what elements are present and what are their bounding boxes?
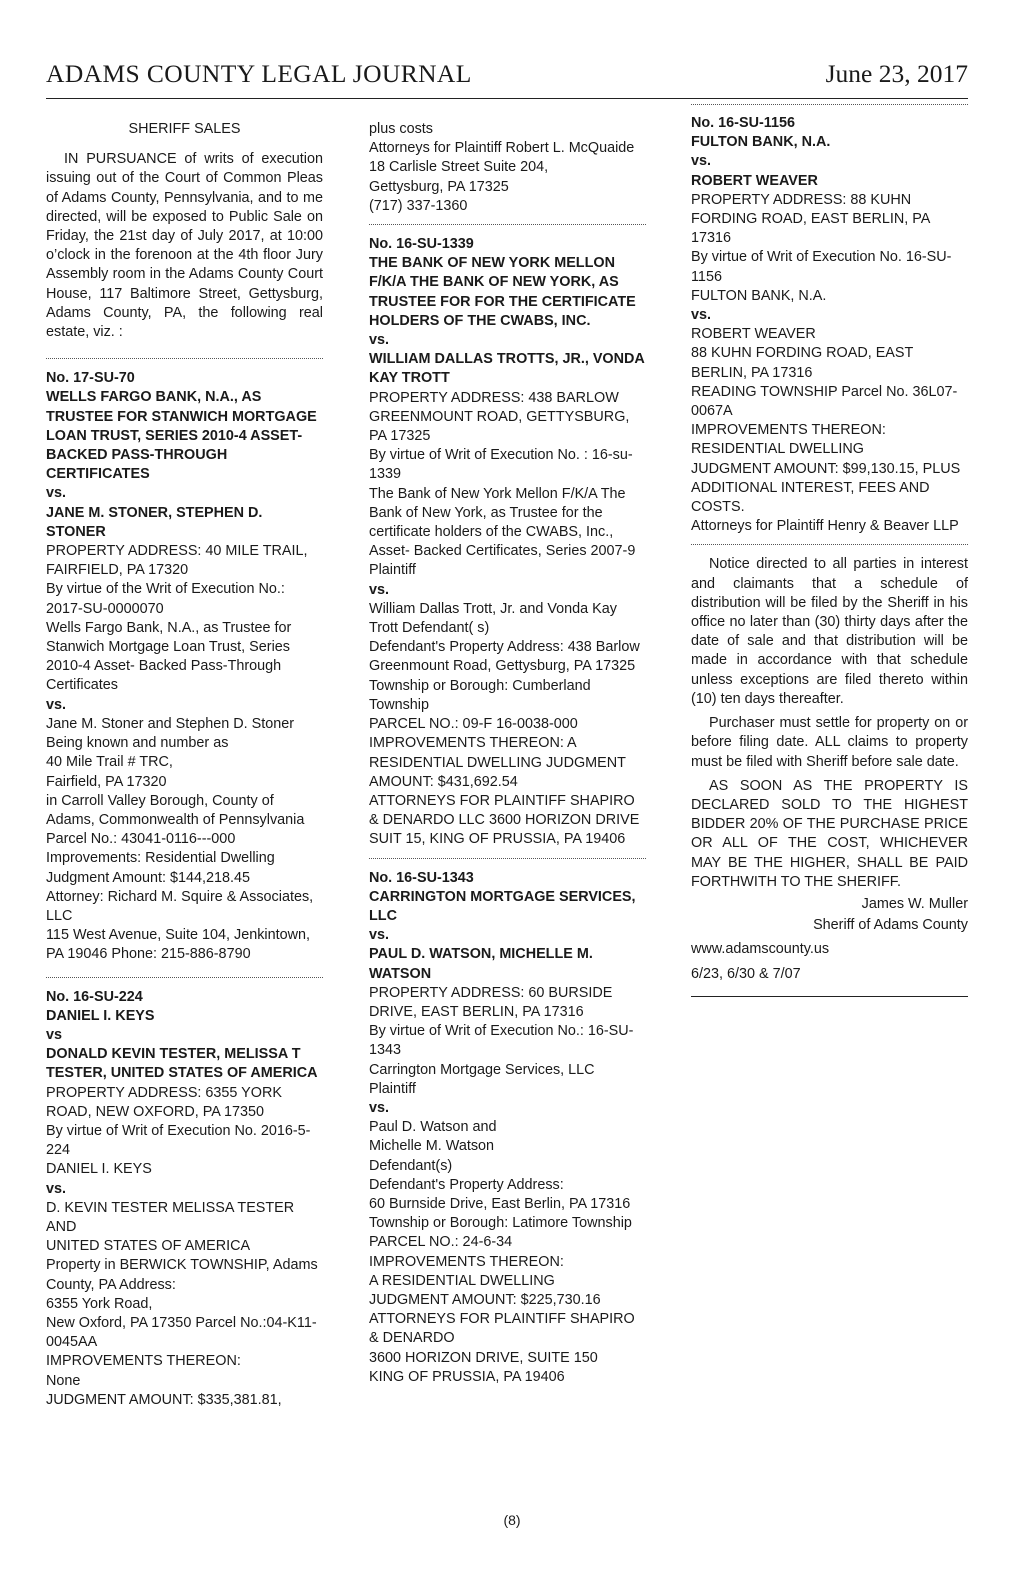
defendant-address: 60 Burnside Drive, East Berlin, PA 17316 Township or Borough: Latimore Township <box>369 1195 632 1232</box>
case-vs: vs. <box>691 307 712 324</box>
parcel: New Oxford, PA 17350 Parcel No.:04-K11-0045AA <box>46 1314 317 1351</box>
attorney-city: KING OF PRUSSIA, PA 19406 <box>369 1368 565 1385</box>
property-address: PROPERTY ADDRESS: 60 BURSIDE DRIVE, EAST BERLIN, PA 17316 <box>369 984 613 1020</box>
end-rule <box>691 996 968 997</box>
plaintiff-full: Wells Fargo Bank, N.A., as Trustee for Stanwich Mortgage Loan Trust, Series 2010-4 Asset- Backed Pass-Through Certificates <box>46 619 292 694</box>
writ-of-execution: By virtue of the Writ of Execution No.: 2017-SU-0000070 <box>46 581 285 617</box>
plus-costs: plus costs <box>369 121 433 137</box>
plaintiff-name: FULTON BANK, N.A. <box>691 287 827 304</box>
journal-date: June 23, 2017 <box>825 59 968 88</box>
sale-terms-paragraph: AS SOON AS THE PROPERTY IS DECLARED SOLD TO THE HIGHEST BIDDER 20% OF THE PURCHASE PRICE OR ALL OF THE COST, WHICHEVER MAY BE THE HIGHER, SHALL BE PAID FORTHWITH TO THE SHERIFF. <box>691 777 968 890</box>
case-vs: vs. <box>691 153 712 170</box>
column-2 <box>369 120 646 1387</box>
case-defendant: WILLIAM DALLAS TROTTS, JR., VONDA KAY TROTT <box>369 351 645 387</box>
property-address: PROPERTY ADDRESS: 40 MILE TRAIL, FAIRFIELD, PA 17320 <box>46 543 308 579</box>
defendant-address: Defendant's Property Address: 438 Barlow Greenmount Road, Gettysburg, PA 17325 Township or Borough: Cumberland Township <box>369 639 640 713</box>
writ-of-execution: By virtue of Writ of Execution No. : 16-su-1339 <box>369 447 633 483</box>
notice-paragraph: Notice directed to all parties in interest and claimants that a schedule of distribution will be filed by the Sheriff in his office no later than (30) thirty days after the date of sale and that distribution will be made in accordance with that schedule unless exceptions are filed thereto within (10) ten days thereafter. <box>691 556 968 707</box>
city: Fairfield, PA 17320 <box>46 773 167 790</box>
improvements-label: IMPROVEMENTS THEREON: <box>46 1353 241 1370</box>
case-vs: vs. <box>369 927 390 944</box>
case-plaintiff: WELLS FARGO BANK, N.A., AS TRUSTEE FOR STANWICH MORTGAGE LOAN TRUST, SERIES 2010-4 ASSET-BACKED PASS-THROUGH CERTIFICATES <box>46 389 317 483</box>
purchaser-paragraph: Purchaser must settle for property on or before filing date. ALL claims to property must be filed with Sheriff before sale date. <box>691 715 968 770</box>
case-16-su-1339 <box>369 235 646 850</box>
case-defendant: ROBERT WEAVER <box>691 172 818 189</box>
defendants: William Dallas Trott, Jr. and Vonda Kay Trott Defendant( s) <box>369 600 617 637</box>
dotted-separator <box>369 858 646 859</box>
case-plaintiff: FULTON BANK, N.A. <box>691 134 831 151</box>
defendants: D. KEVIN TESTER MELISSA TESTER AND <box>46 1199 295 1235</box>
parties: Jane M. Stoner and Stephen D. Stoner <box>46 715 294 732</box>
case-plaintiff: CARRINGTON MORTGAGE SERVICES, LLC <box>369 888 636 924</box>
case-17-su-70 <box>46 369 323 964</box>
defendant-address-label: Defendant's Property Address: <box>369 1176 564 1193</box>
property-address: PROPERTY ADDRESS: 438 BARLOW GREENMOUNT ROAD, GETTYSBURG, PA 17325 <box>369 389 630 445</box>
known-as: Being known and number as <box>46 735 229 752</box>
case-vs: vs. <box>46 696 67 713</box>
improvements: IMPROVEMENTS THEREON: A RESIDENTIAL DWELLING JUDGMENT AMOUNT: $431,692.54 <box>369 735 626 790</box>
judgment-amount: JUDGMENT AMOUNT: $225,730.16 <box>369 1291 601 1308</box>
writ-of-execution: By virtue of Writ of Execution No. 16-SU-1156 <box>691 249 952 285</box>
case-number: No. 16-SU-1339 <box>369 236 474 253</box>
dotted-separator <box>691 104 968 105</box>
case-16-su-224 <box>46 988 323 1410</box>
journal-header <box>46 56 968 99</box>
page-number: (8) <box>503 1512 521 1528</box>
case-number: No. 16-SU-1156 <box>691 115 795 131</box>
property-address: PROPERTY ADDRESS: 6355 YORK ROAD, NEW OXFORD, PA 17350 <box>46 1084 282 1120</box>
case-16-su-1343 <box>369 869 646 1387</box>
attorneys: ATTORNEYS FOR PLAINTIFF SHAPIRO & DENARDO <box>369 1311 635 1347</box>
column-1 <box>46 120 323 1410</box>
journal-title: ADAMS COUNTY LEGAL JOURNAL <box>46 59 472 88</box>
plaintiff-full: Carrington Mortgage Services, LLC <box>369 1061 595 1078</box>
judgment-amount: JUDGMENT AMOUNT: $99,130.15, PLUS ADDITIONAL INTEREST, FEES AND COSTS. <box>691 460 961 516</box>
defendant-label: Defendant(s) <box>369 1157 453 1174</box>
borough-parcel: in Carroll Valley Borough, County of Adams, Commonwealth of Pennsylvania Parcel No.: 43041-0116---000 <box>46 792 305 848</box>
case-number: No. 16-SU-1343 <box>369 869 474 886</box>
case-vs: vs. <box>369 581 390 598</box>
dotted-separator <box>46 358 323 359</box>
attorneys: ATTORNEYS FOR PLAINTIFF SHAPIRO & DENARDO LLC 3600 HORIZON DRIVE SUIT 15, KING OF PRUSSIA, PA 19406 <box>369 792 640 848</box>
defendant-1: Paul D. Watson and <box>369 1119 497 1136</box>
judgment-amount: JUDGMENT AMOUNT: $335,381.81, <box>46 1391 282 1408</box>
attorneys: Attorneys for Plaintiff Henry & Beaver LLP <box>691 518 959 535</box>
plaintiff-full: The Bank of New York Mellon F/K/A The Bank of New York, as Trustee for the certificate holders of the CWABS, Inc., Asset- Backed Certificates, Series 2007-9 <box>369 485 636 560</box>
case-16-su-1156 <box>691 114 968 536</box>
improvements: A RESIDENTIAL DWELLING <box>369 1272 555 1289</box>
section-heading: SHERIFF SALES <box>128 121 241 137</box>
property-township: Property in BERWICK TOWNSHIP, Adams County, PA Address: <box>46 1257 318 1293</box>
improvements-label: IMPROVEMENTS THEREON: <box>369 1253 564 1270</box>
writ-of-execution: By virtue of Writ of Execution No. 2016-5-224 <box>46 1122 311 1159</box>
case-vs: vs. <box>369 332 390 349</box>
parcel: PARCEL NO.: 24-6-34 <box>369 1234 513 1251</box>
attorney-street: 3600 HORIZON DRIVE, SUITE 150 <box>369 1349 598 1366</box>
defendant-name: ROBERT WEAVER <box>691 326 816 343</box>
improvements: Improvements: Residential Dwelling <box>46 850 275 867</box>
street: 6355 York Road, <box>46 1295 153 1312</box>
case-continuation <box>369 120 646 216</box>
attorney: Attorney: Richard M. Squire & Associates, LLC <box>46 888 314 924</box>
dotted-separator <box>691 544 968 545</box>
case-number: No. 16-SU-224 <box>46 988 143 1005</box>
trail-address: 40 Mile Trail # TRC, <box>46 754 173 771</box>
phone: (717) 337-1360 <box>369 197 468 214</box>
case-vs: vs <box>46 1026 63 1043</box>
case-plaintiff: THE BANK OF NEW YORK MELLON F/K/A THE BANK OF NEW YORK, AS TRUSTEE FOR FOR THE CERTIFICATE HOLDERS OF THE CWABS, INC. <box>369 255 636 329</box>
website: www.adamscounty.us <box>691 941 830 958</box>
plaintiff-label: Plaintiff <box>369 1080 416 1097</box>
attorney-address: 115 West Avenue, Suite 104, Jenkintown, PA 19046 Phone: 215-886-8790 <box>46 927 311 963</box>
case-defendant: JANE M. STONER, STEPHEN D. STONER <box>46 504 263 540</box>
plaintiff-name: DANIEL I. KEYS <box>46 1161 152 1178</box>
plaintiff-label: Plaintiff <box>369 562 416 579</box>
property-address: PROPERTY ADDRESS: 88 KUHN FORDING ROAD, EAST BERLIN, PA 17316 <box>691 191 930 247</box>
case-vs: vs. <box>46 1180 67 1197</box>
intro-paragraph: IN PURSUANCE of writs of execution issuing out of the Court of Common Pleas of Adams County, Pennsylvania, and to me directed, will be exposed to Public Sale on Friday, the 21st day of July 2017, at 10:00 o’clock in the forenoon at the 4th floor Jury Assembly room in the Adams County Court House, 117 Baltimore Street, Gettysburg, Adams County, PA, the following real estate, viz. : <box>46 151 323 341</box>
case-defendant: PAUL D. WATSON, MICHELLE M. WATSON <box>369 946 593 982</box>
defendant-usa: UNITED STATES OF AMERICA <box>46 1238 251 1255</box>
writ-of-execution: By virtue of Writ of Execution No.: 16-SU-1343 <box>369 1023 634 1059</box>
dotted-separator <box>46 977 323 978</box>
judgment-amount: Judgment Amount: $144,218.45 <box>46 869 251 886</box>
parcel: PARCEL NO.: 09-F 16-0038-000 <box>369 716 578 733</box>
sheriff-title: Sheriff of Adams County <box>813 917 968 934</box>
street: 88 KUHN FORDING ROAD, EAST BERLIN, PA 17316 <box>691 345 914 381</box>
publication-dates: 6/23, 6/30 & 7/07 <box>691 965 801 982</box>
case-plaintiff: DANIEL I. KEYS <box>46 1007 155 1024</box>
case-number: No. 17-SU-70 <box>46 370 135 387</box>
attorneys: Attorneys for Plaintiff Robert L. McQuaide <box>369 140 635 157</box>
improvements: None <box>46 1372 81 1389</box>
case-defendant: DONALD KEVIN TESTER, MELISSA T TESTER, UNITED STATES OF AMERICA <box>46 1046 318 1082</box>
street: 18 Carlisle Street Suite 204, <box>369 159 549 176</box>
parcel: READING TOWNSHIP Parcel No. 36L07-0067A <box>691 383 958 420</box>
defendant-2: Michelle M. Watson <box>369 1138 495 1155</box>
sheriff-name: James W. Muller <box>861 895 968 912</box>
dotted-separator <box>369 224 646 225</box>
improvements: IMPROVEMENTS THEREON: RESIDENTIAL DWELLING <box>691 422 886 458</box>
column-3 <box>691 104 968 997</box>
case-vs: vs. <box>46 485 67 502</box>
city: Gettysburg, PA 17325 <box>369 178 509 195</box>
case-vs: vs. <box>369 1099 390 1116</box>
